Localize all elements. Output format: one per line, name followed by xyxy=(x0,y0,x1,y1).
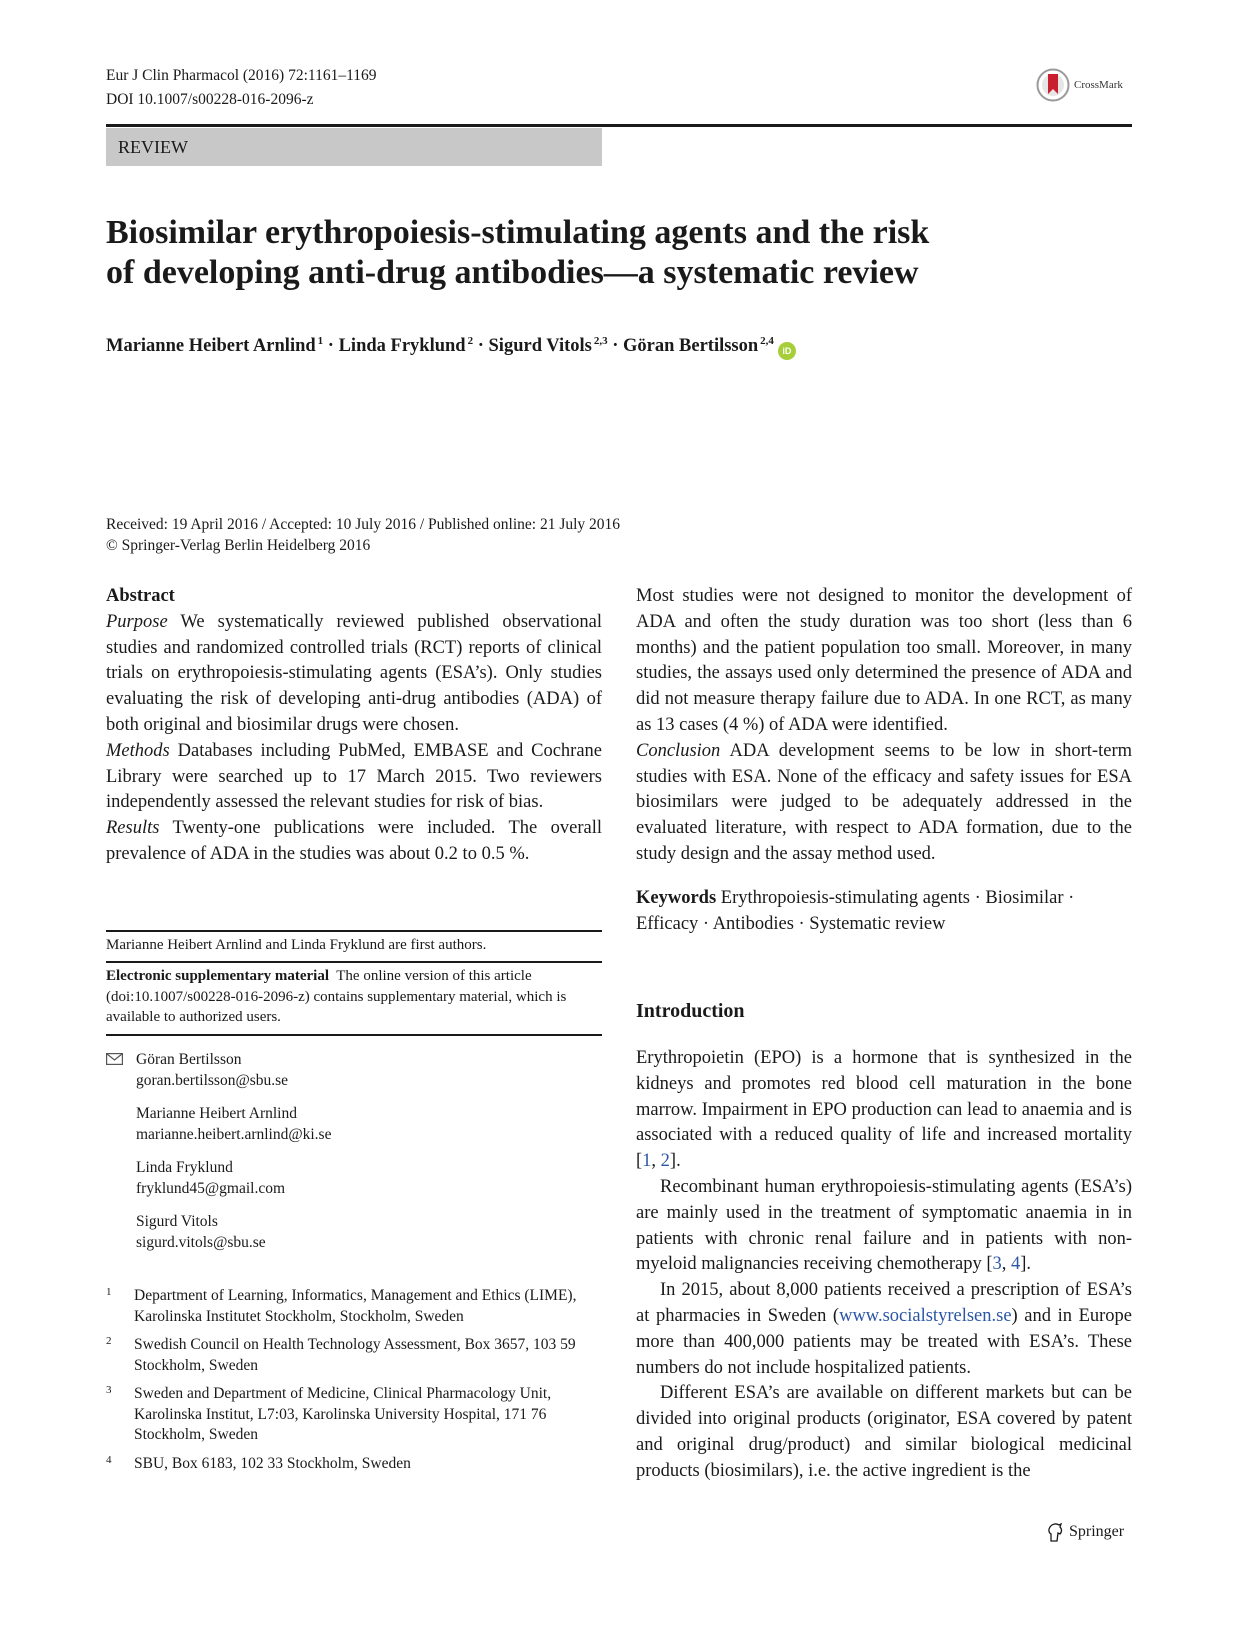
history-dates: Received: 19 April 2016 / Accepted: 10 July 2016 / Published online: 21 July 2016 xyxy=(106,516,621,533)
intro-paragraph: Recombinant human erythropoiesis-stimulating agents (ESA’s) are mainly used in the treatment of symptomatic anaemia in in patients with chronic renal failure and in patients with non-myeloid malignancies receiving chemotherapy [3, 4]. xyxy=(636,1176,1132,1275)
affiliation-number: 2 xyxy=(106,1335,112,1347)
contact-name: Göran Bertilsson xyxy=(136,1051,242,1068)
crossmark-label: CrossMark xyxy=(1074,79,1123,91)
footnote-rule xyxy=(106,930,602,932)
author-separator: · xyxy=(323,336,339,356)
footnote-rule xyxy=(106,1034,602,1036)
abstract-continuation xyxy=(636,584,1132,937)
article-type-bar: REVIEW xyxy=(106,128,602,166)
author-separator: · xyxy=(607,336,624,356)
affiliation xyxy=(106,1384,602,1446)
copyright: © Springer-Verlag Berlin Heidelberg 2016 xyxy=(106,537,371,554)
affiliation-text: SBU, Box 6183, 102 33 Stockholm, Sweden xyxy=(134,1454,411,1472)
author-list xyxy=(106,328,796,360)
journal-citation: Eur J Clin Pharmacol (2016) 72:1161–1169 xyxy=(106,67,377,84)
contact-list xyxy=(106,1050,602,1266)
author-separator: · xyxy=(473,336,489,356)
citation-link[interactable]: 2 xyxy=(660,1151,670,1172)
affiliation-number: 3 xyxy=(106,1384,112,1396)
contact-name: Sigurd Vitols xyxy=(136,1213,218,1230)
publication-dates xyxy=(106,514,620,556)
contact-entry xyxy=(106,1104,602,1145)
crossmark-badge[interactable] xyxy=(1036,68,1123,102)
contact-entry xyxy=(106,1158,602,1199)
citation-link[interactable]: 3 xyxy=(992,1254,1002,1275)
author-affiliation: 2,3 xyxy=(593,335,608,347)
orcid-icon[interactable]: iD xyxy=(778,342,796,360)
author[interactable]: Sigurd Vitols $^{2,3}$ xyxy=(488,335,608,356)
affiliation-list xyxy=(106,1286,602,1482)
title-line-1: Biosimilar erythropoiesis-stimulating agents and the risk xyxy=(106,214,930,251)
affiliation-number: 1 xyxy=(106,1286,112,1298)
abstract-purpose: Purpose We systematically reviewed published observational studies and randomized controlled trials (RCT) reports of clinical trials on erythropoiesis-stimulating agents (ESA’s). Only studies evaluating the risk of developing anti-drug antibodies (ADA) of both original and biosimilar drugs were chosen. xyxy=(106,611,602,735)
journal-header xyxy=(106,64,377,112)
title-line-2: of developing anti-drug antibodies—a systematic review xyxy=(106,254,919,291)
citation-link[interactable]: 1 xyxy=(642,1151,652,1172)
author-affiliation: 2,4 xyxy=(760,335,774,347)
author[interactable]: Göran Bertilsson $^{2,4}$ xyxy=(623,335,774,356)
first-authors-note: Marianne Heibert Arnlind and Linda Fryklund are first authors. xyxy=(106,937,487,953)
intro-paragraph: Erythropoietin (EPO) is a hormone that is synthesized in the kidneys and promotes red blood cell maturation in the bone marrow. Impairment in EPO production can lead to anaemia and is associated with a reduced quality of life and increased mortality [1, 2]. xyxy=(636,1048,1132,1172)
abstract-heading: Abstract xyxy=(106,586,175,606)
abstract-section xyxy=(106,584,602,868)
affiliation-number: 4 xyxy=(106,1453,112,1466)
publisher-name: Springer xyxy=(1069,1523,1125,1540)
contact-entry xyxy=(106,1050,602,1091)
footnote-rule xyxy=(106,961,602,963)
web-link[interactable]: www.socialstyrelsen.se xyxy=(839,1305,1012,1326)
affiliation-text: Swedish Council on Health Technology Assessment, Box 3657, 103 59 Stockholm, Sweden xyxy=(134,1336,576,1374)
article-doi: DOI 10.1007/s00228-016-2096-z xyxy=(106,91,314,108)
contact-email[interactable]: marianne.heibert.arnlind@ki.se xyxy=(136,1125,332,1143)
contact-email[interactable]: sigurd.vitols@sbu.se xyxy=(136,1233,266,1251)
intro-paragraph: Different ESA’s are available on different markets but can be divided into original products (originator, ESA covered by patent and original drug/product) and similar biological medicinal products (biosimilars), i.e. the active ingredient is the xyxy=(636,1383,1132,1481)
abstract-methods: Methods Databases including PubMed, EMBASE and Cochrane Library were searched up to 17 March 2015. Two reviewers independently assessed the relevant studies for risk of bias. xyxy=(106,740,602,813)
author[interactable]: Linda Fryklund $^2$ xyxy=(338,335,474,356)
abstract-results: Results Twenty-one publications were included. The overall prevalence of ADA in the studies was about 0.2 to 0.5 %. xyxy=(106,818,602,864)
crossmark-icon xyxy=(1036,68,1070,102)
springer-horse-icon xyxy=(1046,1522,1064,1542)
affiliation xyxy=(106,1286,602,1327)
envelope-icon xyxy=(106,1053,123,1065)
contact-name: Linda Fryklund xyxy=(136,1159,233,1176)
esm-note: Electronic supplementary material The online version of this article (doi:10.1007/s00228-016-2096-z) contains supplementary material, which is available to authorized users. xyxy=(106,968,567,1025)
author-affiliation: 2 xyxy=(467,335,474,347)
contact-email[interactable]: goran.bertilsson@sbu.se xyxy=(136,1071,289,1089)
affiliation xyxy=(106,1335,602,1376)
citation-link[interactable]: 4 xyxy=(1011,1254,1021,1275)
author[interactable]: Marianne Heibert Arnlind $^1$ xyxy=(106,335,324,356)
article-title xyxy=(106,213,1066,293)
contact-name: Marianne Heibert Arnlind xyxy=(136,1105,297,1122)
header-rule xyxy=(106,124,1132,127)
affiliation-text: Department of Learning, Informatics, Management and Ethics (LIME), Karolinska Institutet Stockholm, Stockholm, Sweden xyxy=(134,1287,577,1325)
publisher-logo xyxy=(1046,1522,1124,1542)
introduction-heading: Introduction xyxy=(636,1000,745,1022)
author-affiliation: 1 xyxy=(317,335,324,347)
introduction-body xyxy=(636,1046,1132,1485)
abstract-results-continued: Most studies were not designed to monitor the development of ADA and often the study duration was too short (less than 6 months) and the patient population too small. Moreover, in many studies, the assays used only determined the presence of ADA and did not measure therapy failure due to ADA. In one RCT, as many as 13 cases (4 %) of ADA were identified. xyxy=(636,586,1132,735)
intro-paragraph: In 2015, about 8,000 patients received a prescription of ESA’s at pharmacies in Sweden (www.socialstyrelsen.se) and in Europe more than 400,000 patients may be treated with ESA’s. These numbers do not include hospitalized patients. xyxy=(636,1280,1132,1378)
keywords: Keywords Erythropoiesis-stimulating agents · Biosimilar · Efficacy · Antibodies · Systematic review xyxy=(636,887,1075,934)
affiliation-text: Sweden and Department of Medicine, Clinical Pharmacology Unit, Karolinska Institut, L7:03, Karolinska University Hospital, 171 76 Stockholm, Sweden xyxy=(134,1385,552,1443)
abstract-conclusion: Conclusion ADA development seems to be low in short-term studies with ESA. None of the efficacy and safety issues for ESA biosimilars were judged to be adequately addressed in the evaluated literature, with respect to ADA formation, due to the study design and the assay method used. xyxy=(636,740,1132,864)
contact-entry xyxy=(106,1212,602,1253)
affiliation xyxy=(106,1454,602,1475)
contact-email[interactable]: fryklund45@gmail.com xyxy=(136,1179,286,1197)
